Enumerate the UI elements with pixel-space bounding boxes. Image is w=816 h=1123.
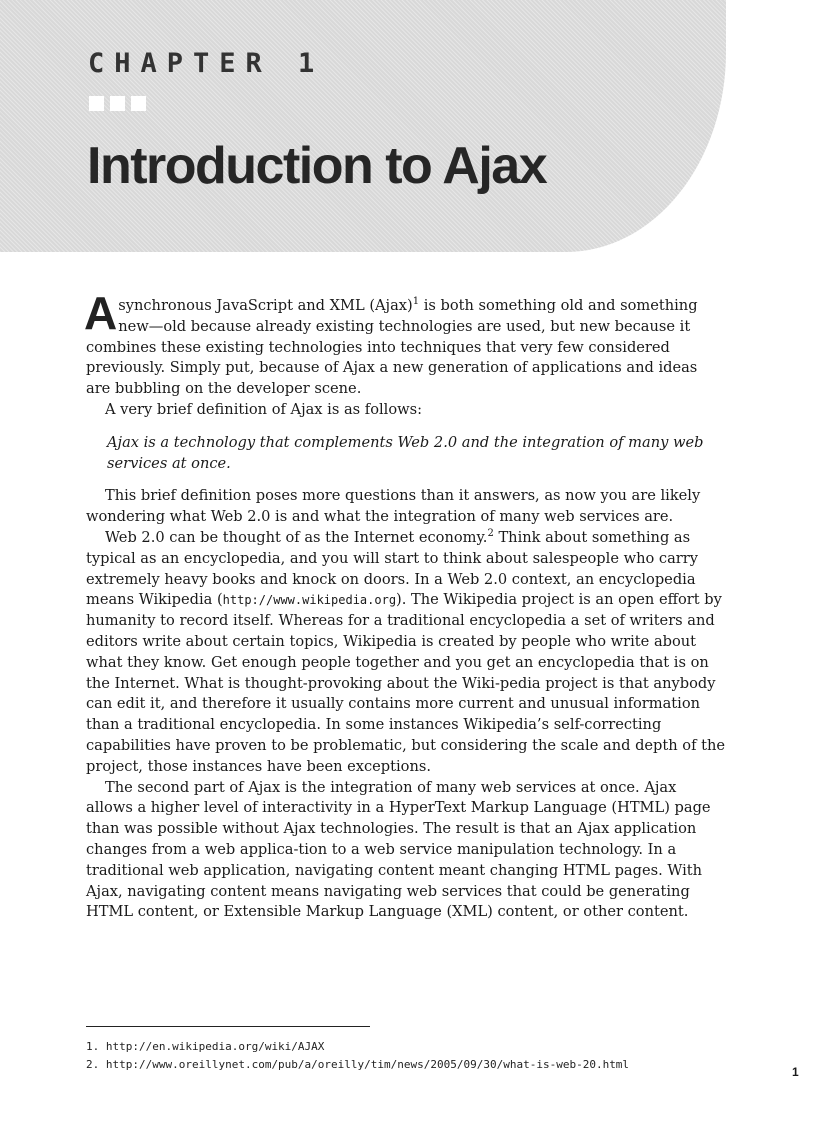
footnote-ref-1[interactable]: 1 [412,296,420,308]
p1-text-a: synchronous JavaScript and XML (Ajax) [118,297,413,314]
footnote-ref-2[interactable]: 2 [487,528,494,540]
paragraph-2: A very brief definition of Ajax is as follows: [105,400,423,418]
p4-text-b: Think about something as typical as an encyclopedia, and you will start to think about salespeople who carry extremely heavy books and knock on doors. In a Web 2.0 context, an encyclopedia means Wikipedia ( [86,528,698,609]
paragraph-4 [86,528,726,778]
p4-text-a: Web 2.0 can be thought of as the Internet economy. [105,528,488,546]
chapter-title: Introduction to Ajax [87,137,547,195]
paragraph-1 [84,287,726,400]
footnote-number: 2. [86,1058,100,1071]
paragraph-3: This brief definition poses more questions than it answers, as now you are likely wondering what Web 2.0 is and what the integration of many web services are. [86,487,701,526]
chapter-label: CHAPTER 1 [88,48,325,79]
drop-cap: A [84,287,118,339]
paragraph-5: The second part of Ajax is the integration of many web services at once. Ajax allows a higher level of interactivity in a HyperText Markup Language (HTML) page than was possible without Ajax technologies. The result is that an Ajax application changes from a web applica-tion to a web service manipulation technology. In a traditional web application, navigating content meant changing HTML pages. With Ajax, navigating content means navigating web services that could be generating HTML content, or Extensible Markup Language (XML) content, or other content. [86,778,711,921]
chapter-banner [0,0,726,252]
footnote-1 [86,1038,726,1056]
square-icon [110,96,125,111]
footnote-link[interactable]: http://www.oreillynet.com/pub/a/oreilly/tim/news/2005/09/30/what-is-web-20.html [105,1058,630,1071]
square-icon [89,96,104,111]
footnotes [86,1038,726,1074]
p4-text-c: ). The Wikipedia project is an open effort by humanity to record itself. Whereas for a traditional encyclopedia a set of writers and editors write about certain topics, Wikipedia is created by people who write about what they know. Get enough people together and you get an encyclopedia that is on the Internet. What is thought-provoking about the Wiki-pedia project is that anybody can edit it, and therefore it usually contains more current and unusual information than a traditional encyclopedia. In some instances Wikipedia’s self-correcting capabilities have proven to be problematic, but considering the scale and depth of the project, those instances have been exceptions. [86,591,726,775]
definition-quote: Ajax is a technology that complements Web 2.0 and the integration of many web services at once. [107,433,704,472]
footnote-number: 1. [86,1040,100,1053]
decorative-squares [89,96,146,111]
footnote-link[interactable]: http://en.wikipedia.org/wiki/AJAX [105,1040,325,1053]
square-icon [131,96,146,111]
body-text [84,287,726,923]
footnote-divider [86,1026,370,1027]
wikipedia-link[interactable]: http://www.wikipedia.org [222,593,397,608]
page-number: 1 [792,1065,799,1079]
p1-text-b: is both something old and something new—old because already existing technologies are used, but new because it combines these existing technologies into techniques that very few considered previously. Simply put, because of Ajax a new generation of applications and ideas are bubbling on the developer scene. [86,297,698,398]
footnote-2 [86,1056,726,1074]
